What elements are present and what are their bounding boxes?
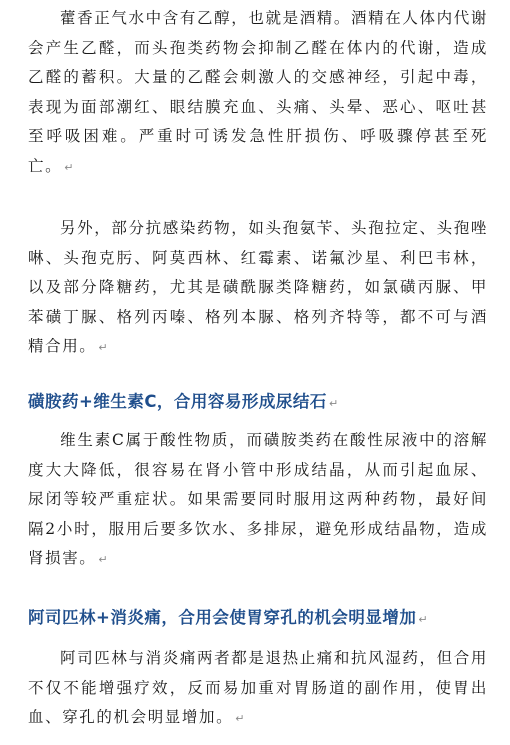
paragraph-text: 阿司匹林与消炎痛两者都是退热止痛和抗风湿药，但合用不仅不能增强疗效，反而易加重对胃肠道的副作用，使胃出血、穿孔的机会明显增加。 xyxy=(28,649,488,726)
paragraph-sulfonamide-vitamin-c xyxy=(28,426,488,575)
paragraph-drug-list xyxy=(28,214,488,363)
paragraph-text: 维生素C属于酸性物质，而磺胺类药在酸性尿液中的溶解度大大降低，很容易在肾小管中形成结晶，从而引起血尿、尿闭等较严重症状。如果需要同时服用这两种药物，最好间隔2小时，服用后要多饮水、多排尿，避免形成结晶物，造成肾损害。 xyxy=(28,431,488,567)
paragraph-aspirin-indomethacin xyxy=(28,644,488,734)
heading-text: 阿司匹林+消炎痛，合用会使胃穿孔的机会明显增加 xyxy=(28,608,417,627)
paragraph-mark-icon: ↵ xyxy=(328,397,339,410)
section-heading-sulfonamide-vitamin-c xyxy=(28,388,498,412)
paragraph-text: 另外，部分抗感染药物，如头孢氨苄、头孢拉定、头孢唑啉、头孢克肟、阿莫西林、红霉素、诺氟沙星、利巴韦林，以及部分降糖药，尤其是磺酰脲类降糖药，如氯磺丙脲、甲苯磺丁脲、格列丙嗪、格列本脲、格列齐特等，都不可与酒精合用。 xyxy=(28,219,488,355)
paragraph-mark-icon: ↵ xyxy=(64,160,76,174)
section-heading-aspirin-indomethacin xyxy=(28,604,498,628)
paragraph-mark-icon: ↵ xyxy=(98,553,110,566)
paragraph-ethanol-metabolism xyxy=(28,4,488,182)
heading-text: 磺胺药+维生素C，合用容易形成尿结石 xyxy=(28,392,327,411)
paragraph-text: 藿香正气水中含有乙醇，也就是酒精。酒精在人体内代谢会产生乙醛，而头孢类药物会抑制乙醛在体内的代谢，造成乙醛的蓄积。大量的乙醛会刺激人的交感神经，引起中毒，表现为面部潮红、眼结膜充血、头痛、头晕、恶心、呕吐甚至呼吸困难。严重时可诱发急性肝损伤、呼吸骤停甚至死亡。 xyxy=(28,9,488,175)
paragraph-mark-icon: ↵ xyxy=(98,341,110,354)
paragraph-mark-icon: ↵ xyxy=(235,712,247,725)
paragraph-mark-icon: ↵ xyxy=(418,613,429,626)
